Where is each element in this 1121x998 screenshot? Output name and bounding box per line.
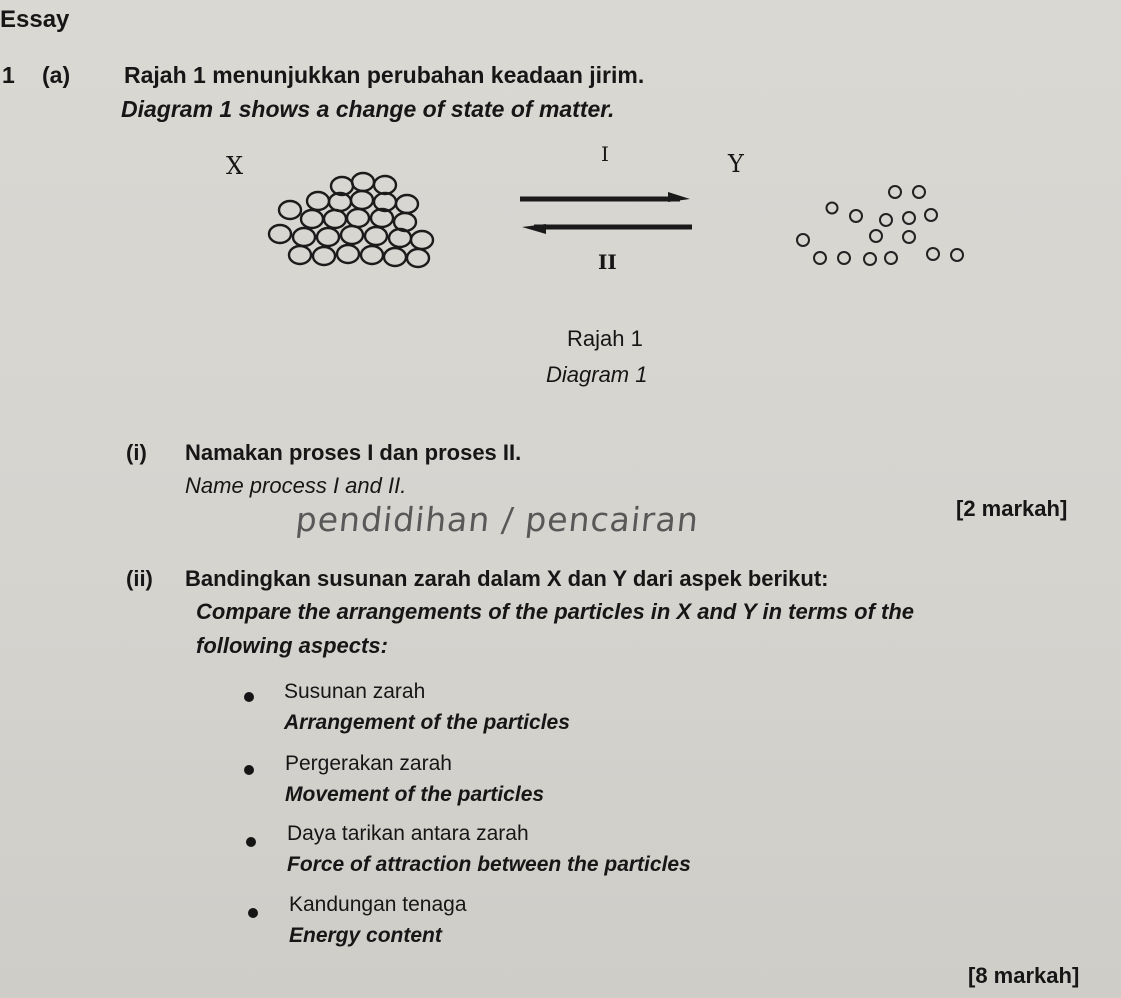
section-title: Essay [0,6,70,33]
aspect-3-en: Force of attraction between the particles [287,853,691,876]
part-i-marks: [2 markah] [956,496,1068,521]
aspect-1-ms: Susunan zarah [284,680,426,703]
part-i-text-en: Name process I and II. [185,473,407,498]
part-i-label: (i) [126,440,147,465]
process-forward-label: I [601,142,609,166]
bullet [244,765,254,775]
question-number: 1 [2,62,15,88]
aspect-4-en: Energy content [289,924,442,947]
aspect-2-en: Movement of the particles [285,783,545,806]
part-ii-text-ms: Bandingkan susunan zarah dalam X dan Y dari aspek berikut: [185,566,829,591]
bullet [248,908,258,918]
question-text-en: Diagram 1 shows a change of state of matter. [121,96,615,122]
solid-particles-diagram [262,158,442,276]
aspect-4-ms: Kandungan tenaga [289,893,467,916]
state-y-label: Y [728,150,744,178]
handwritten-answer: pendidihan / pencairan [293,500,702,539]
diagram-caption-ms: Rajah 1 [567,326,643,351]
aspect-1-en: Arrangement of the particles [284,711,570,734]
bullet [246,837,256,847]
process-reverse-label: II [598,250,617,274]
part-ii-marks: [8 markah] [968,963,1080,988]
liquid-particles-diagram [788,178,970,274]
part-i-text-ms: Namakan proses I dan proses II. [185,440,522,465]
question-part: (a) [42,62,71,88]
reversible-arrows [518,188,696,238]
bullet [244,692,254,702]
part-ii-text-en-line1: Compare the arrangements of the particles in X and Y in terms of the [196,599,915,624]
diagram-caption-en: Diagram 1 [546,362,648,387]
part-ii-label: (ii) [126,566,153,591]
aspect-3-ms: Daya tarikan antara zarah [287,822,529,845]
part-ii-text-en-line2: following aspects: [196,633,388,658]
question-text-ms: Rajah 1 menunjukkan perubahan keadaan jirim. [124,62,645,88]
aspect-2-ms: Pergerakan zarah [285,752,452,775]
state-x-label: X [226,152,244,180]
